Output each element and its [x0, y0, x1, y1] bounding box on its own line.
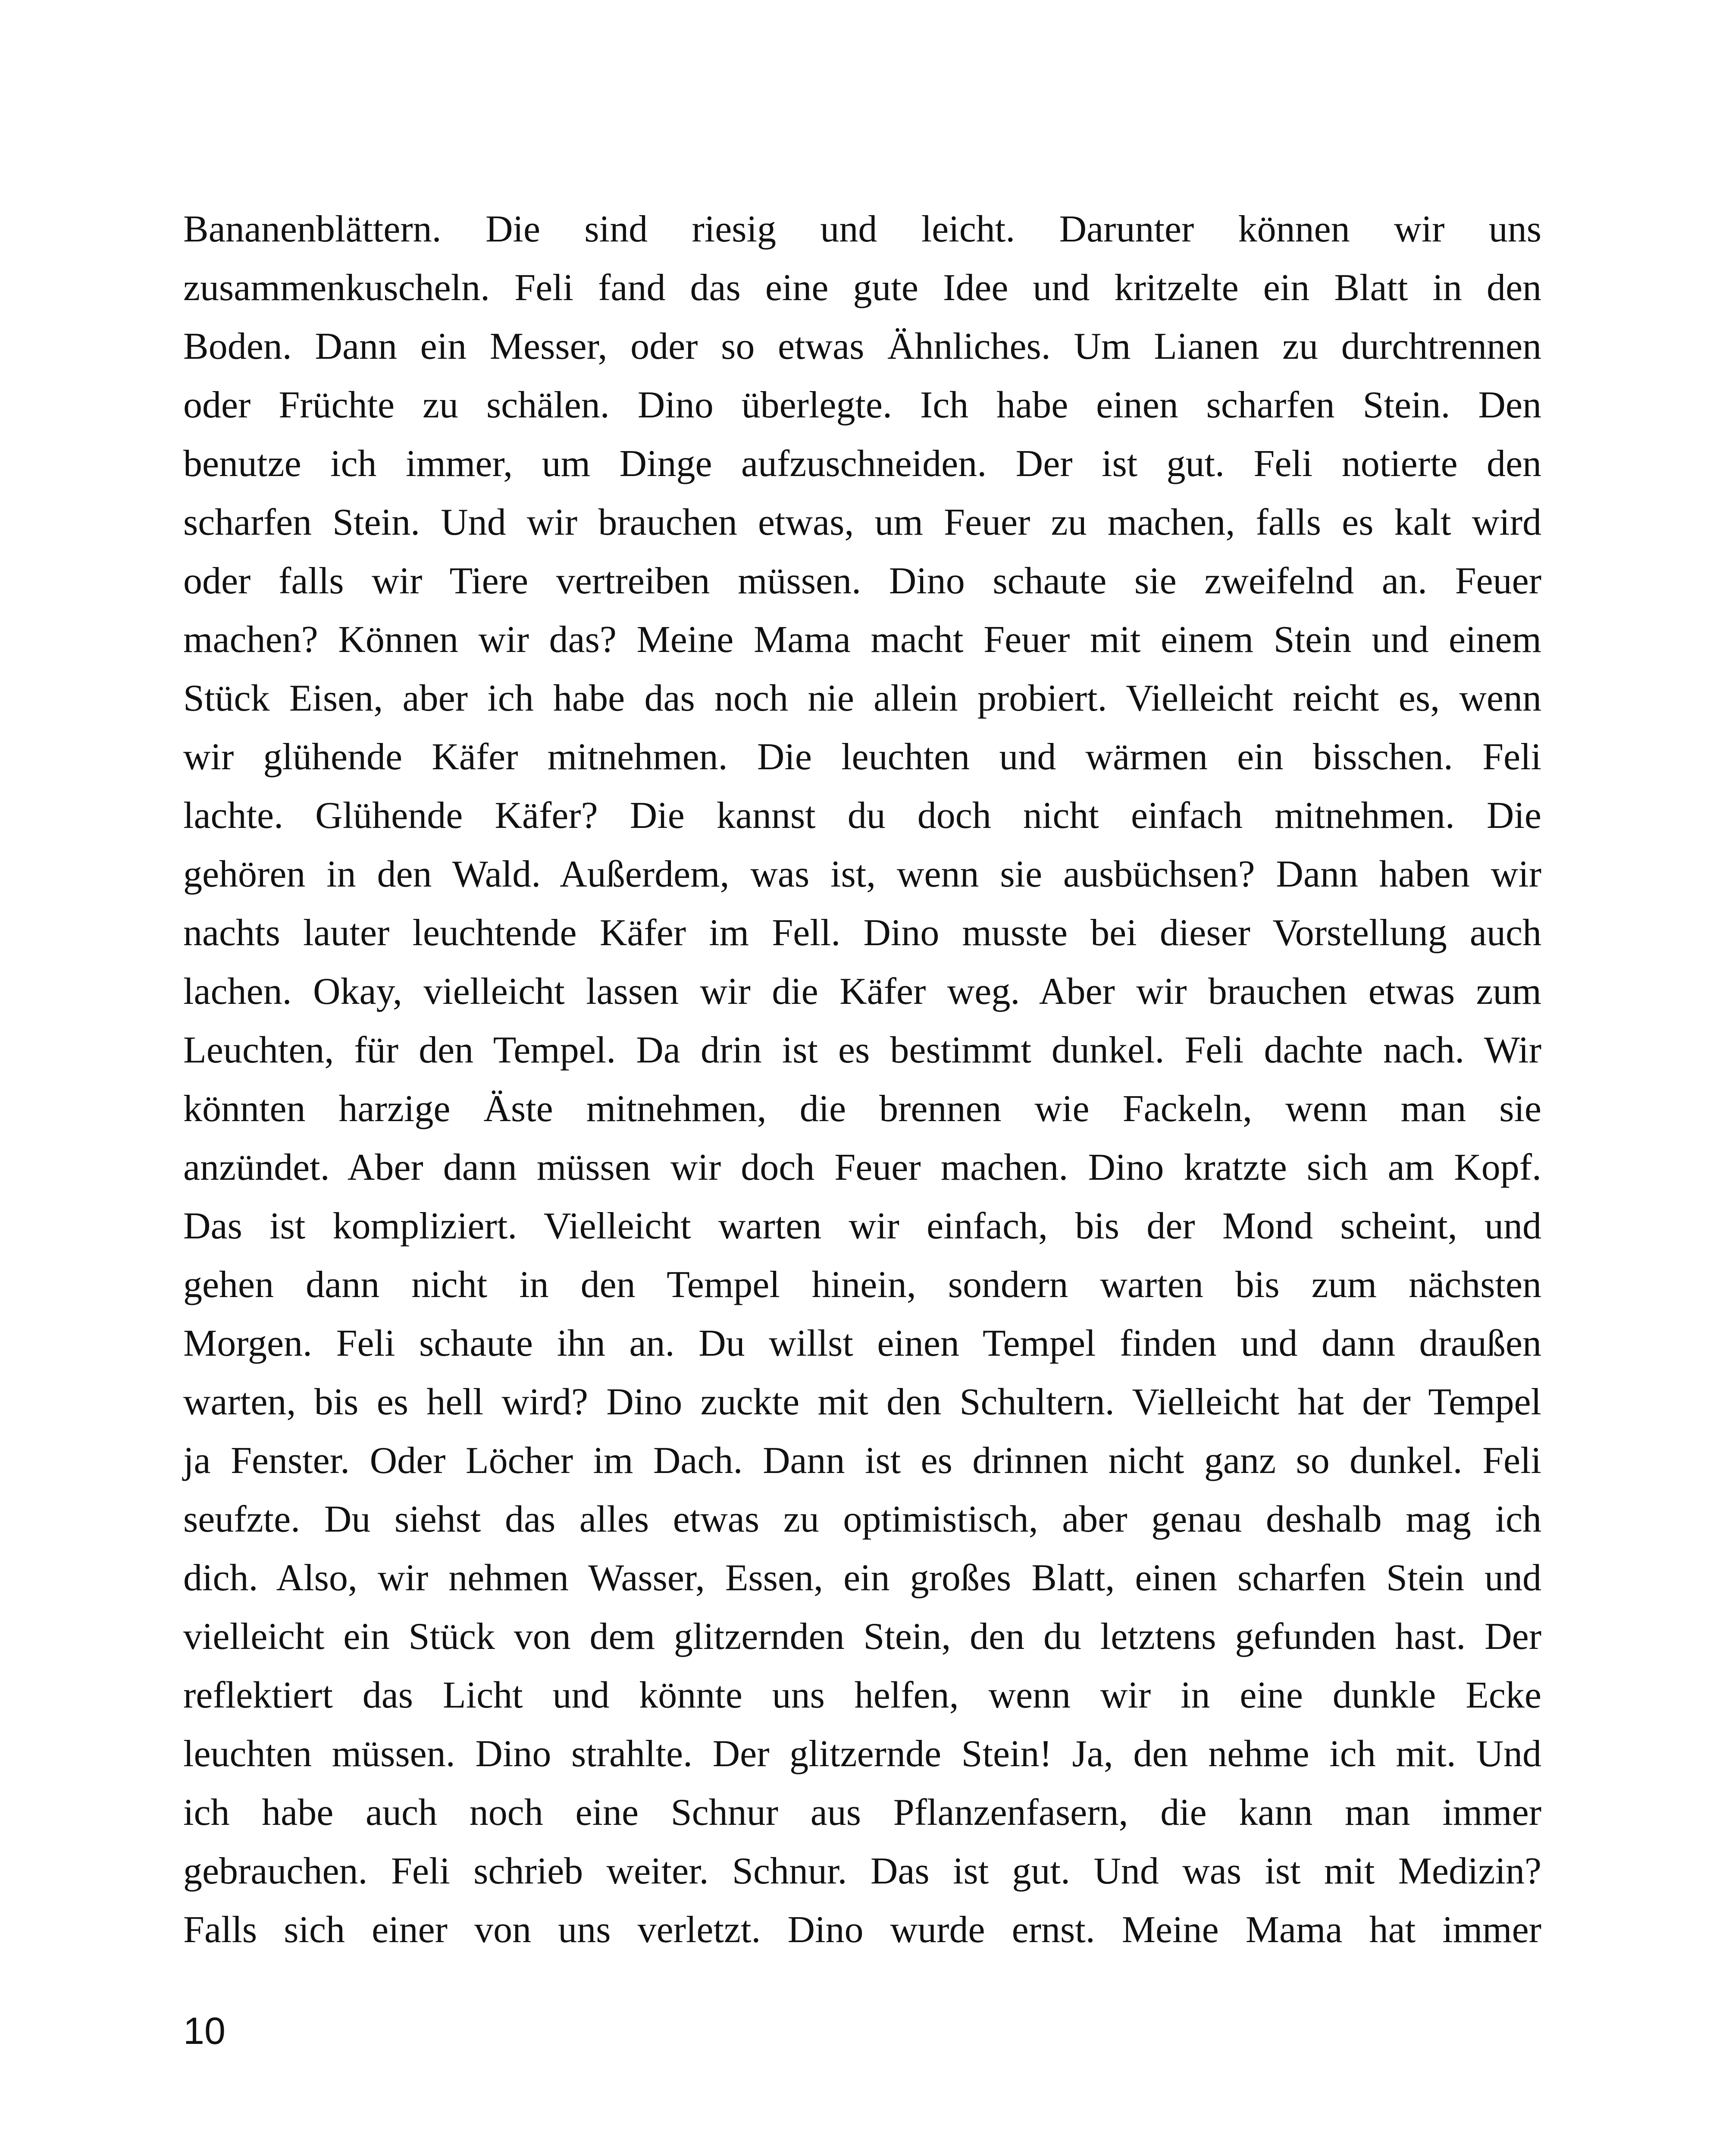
page-number: 10 — [183, 2009, 226, 2052]
text-line: anzündet. Aber dann müssen wir doch Feuer machen. Dino kratzte sich am Kopf. — [183, 1147, 1541, 1188]
text-line: Das ist kompliziert. Vielleicht warten wir einfach, bis der Mond scheint, und — [183, 1205, 1541, 1247]
text-line: lachen. Okay, vielleicht lassen wir die Käfer weg. Aber wir brauchen etwas zum — [183, 971, 1541, 1012]
text-line: machen? Können wir das? Meine Mama macht Feuer mit einem Stein und einem — [183, 619, 1541, 661]
text-line: gehen dann nicht in den Tempel hinein, sondern warten bis zum nächsten — [183, 1264, 1541, 1306]
text-line: dich. Also, wir nehmen Wasser, Essen, ein großes Blatt, einen scharfen Stein und — [183, 1557, 1541, 1599]
text-line: könnten harzige Äste mitnehmen, die brennen wie Fackeln, wenn man sie — [183, 1088, 1541, 1130]
text-line: lachte. Glühende Käfer? Die kannst du doch nicht einfach mitnehmen. Die — [183, 795, 1541, 837]
text-line: leuchten müssen. Dino strahlte. Der glitzernde Stein! Ja, den nehme ich mit. Und — [183, 1733, 1541, 1775]
text-line: vielleicht ein Stück von dem glitzernden Stein, den du letztens gefunden hast. Der — [183, 1616, 1541, 1658]
text-line: Morgen. Feli schaute ihn an. Du willst einen Tempel finden und dann draußen — [183, 1322, 1541, 1364]
text-line: Leuchten, für den Tempel. Da drin ist es bestimmt dunkel. Feli dachte nach. Wir — [183, 1029, 1541, 1071]
text-line: Falls sich einer von uns verletzt. Dino wurde ernst. Meine Mama hat immer — [183, 1909, 1541, 1951]
text-line: oder falls wir Tiere vertreiben müssen. Dino schaute sie zweifelnd an. Feuer — [183, 560, 1541, 602]
text-line: ja Fenster. Oder Löcher im Dach. Dann ist es drinnen nicht ganz so dunkel. Feli — [183, 1440, 1541, 1482]
text-line: Stück Eisen, aber ich habe das noch nie allein probiert. Vielleicht reicht es, wenn — [183, 677, 1541, 719]
text-line: gebrauchen. Feli schrieb weiter. Schnur. Das ist gut. Und was ist mit Medizin? — [183, 1850, 1541, 1892]
text-line: Boden. Dann ein Messer, oder so etwas Ähnliches. Um Lianen zu durchtrennen — [183, 326, 1541, 367]
text-line: nachts lauter leuchtende Käfer im Fell. Dino musste bei dieser Vorstellung auch — [183, 912, 1541, 954]
text-line: gehören in den Wald. Außerdem, was ist, wenn sie ausbüchsen? Dann haben wir — [183, 853, 1541, 895]
text-line: zusammenkuscheln. Feli fand das eine gute Idee und kritzelte ein Blatt in den — [183, 267, 1541, 309]
text-line: ich habe auch noch eine Schnur aus Pflanzenfasern, die kann man immer — [183, 1792, 1541, 1833]
text-line: wir glühende Käfer mitnehmen. Die leuchten und wärmen ein bisschen. Feli — [183, 736, 1541, 778]
text-line: scharfen Stein. Und wir brauchen etwas, um Feuer zu machen, falls es kalt wird — [183, 501, 1541, 543]
text-line: benutze ich immer, um Dinge aufzuschneiden. Der ist gut. Feli notierte den — [183, 443, 1541, 485]
text-line: reflektiert das Licht und könnte uns helfen, wenn wir in eine dunkle Ecke — [183, 1674, 1541, 1716]
text-line: seufzte. Du siehst das alles etwas zu optimistisch, aber genau deshalb mag ich — [183, 1498, 1541, 1540]
text-line: Bananenblättern. Die sind riesig und leicht. Darunter können wir uns — [183, 208, 1541, 250]
text-line: oder Früchte zu schälen. Dino überlegte. Ich habe einen scharfen Stein. Den — [183, 384, 1541, 426]
text-line: warten, bis es hell wird? Dino zuckte mit den Schultern. Vielleicht hat der Tempel — [183, 1381, 1541, 1423]
